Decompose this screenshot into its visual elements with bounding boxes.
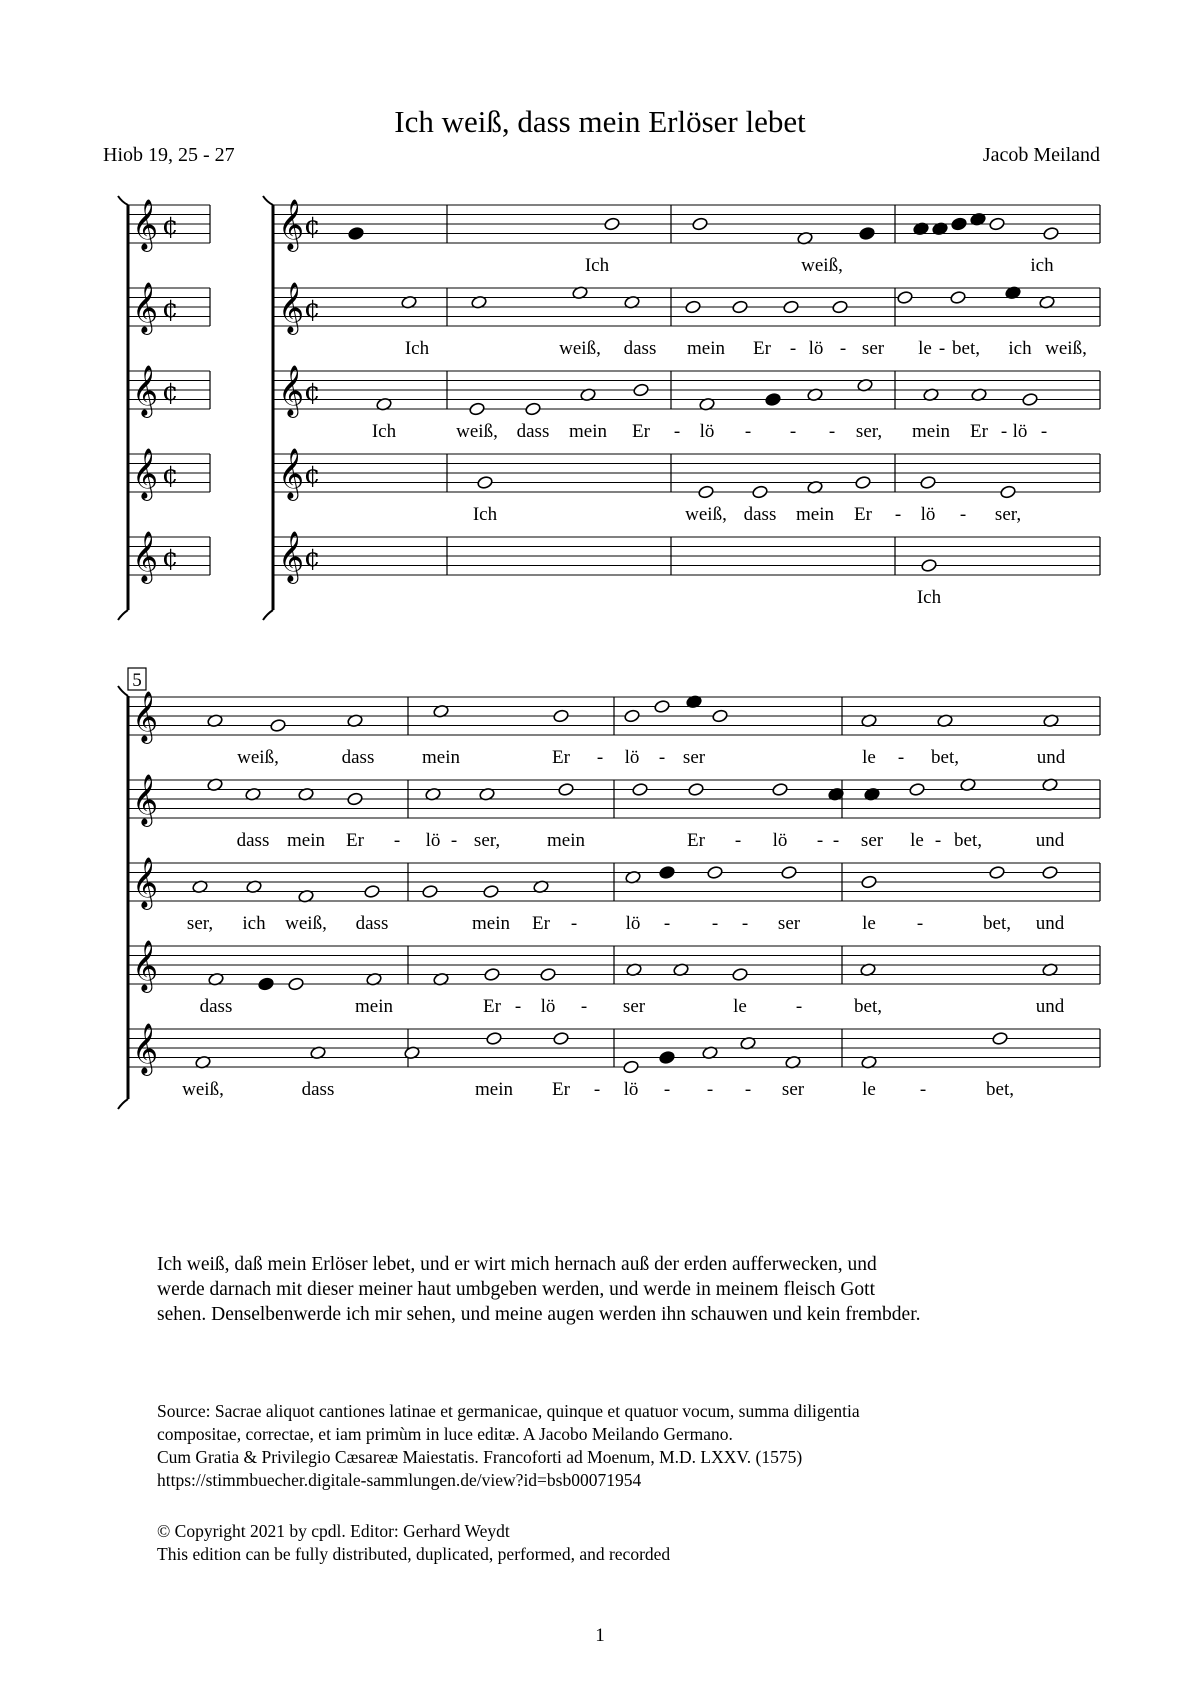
german-text-line: sehen. Denselbenwerde ich mir sehen, und meine augen werden ihn schauwen und kein frembder. (157, 1304, 921, 1325)
source-text (157, 1400, 1077, 1492)
lyric-syllable: - (934, 830, 942, 851)
clef-icon: 𝄞 (132, 531, 159, 582)
lyric-syllable: Er (970, 421, 988, 442)
lyric-syllable: lö (623, 1079, 639, 1100)
notehead (422, 884, 439, 898)
lyric-syllable: - (741, 913, 749, 934)
lyric-syllable: bet, (954, 830, 982, 851)
copyright-line: © Copyright 2021 by cpdl. Editor: Gerhard Weydt (157, 1521, 510, 1541)
notehead (659, 1050, 676, 1064)
cut-time-icon: ¢ (162, 377, 179, 407)
clef-icon: 𝄞 (132, 691, 159, 742)
notehead (348, 226, 365, 240)
clef-icon: 𝄞 (278, 282, 305, 333)
notehead (707, 865, 724, 879)
lyric-syllable: mein (475, 1079, 513, 1100)
lyric-syllable: mein (422, 747, 460, 768)
lyric-syllable: - (919, 1079, 927, 1100)
lyric-syllable: - (744, 421, 752, 442)
clef-icon: 𝄞 (132, 940, 159, 991)
lyric-syllable: le (862, 747, 876, 768)
lyric-syllable: - (839, 338, 847, 359)
notehead (364, 884, 381, 898)
lyric-syllable: - (596, 747, 604, 768)
cut-time-icon: ¢ (162, 294, 179, 324)
lyric-syllable: weiß, (456, 421, 498, 442)
clef-icon: 𝄞 (278, 531, 305, 582)
cut-time-icon: ¢ (304, 294, 321, 324)
lyric-syllable: weiß, (237, 747, 279, 768)
lyric-syllable: Er (532, 913, 550, 934)
notehead (783, 300, 800, 314)
cut-time-icon: ¢ (162, 211, 179, 241)
notehead (525, 402, 542, 416)
lyric-syllable: Ich (404, 338, 430, 359)
lyric-syllable: dass (516, 421, 550, 442)
clef-icon: 𝄞 (132, 282, 159, 333)
lyric-syllable: Ich (916, 587, 942, 608)
copyright-text (157, 1520, 1077, 1566)
notehead (270, 718, 287, 732)
measure-number: 5 (132, 670, 142, 691)
lyric-syllable: Er (552, 1079, 570, 1100)
lyric-syllable: bet, (854, 996, 882, 1017)
lyric-syllable: ser, (473, 830, 501, 851)
lyric-syllable: - (828, 421, 836, 442)
lyric-syllable: Er (483, 996, 501, 1017)
lyric-syllable: lö (699, 421, 715, 442)
notehead (992, 1031, 1009, 1045)
notehead (732, 300, 749, 314)
source-line: https://stimmbuecher.digitale-sammlungen.de/view?id=bsb00071954 (157, 1470, 642, 1490)
lyric-syllable: bet, (931, 747, 959, 768)
lyric-syllable: - (706, 1079, 714, 1100)
lyric-syllable: - (450, 830, 458, 851)
lyric-syllable: ser, (186, 913, 214, 934)
lyric-syllable: - (894, 504, 902, 525)
lyric-syllable: lö (920, 504, 936, 525)
lyric-syllable: Er (552, 747, 570, 768)
cut-time-icon: ¢ (162, 460, 179, 490)
notehead (688, 782, 705, 796)
lyric-syllable: ser (622, 996, 646, 1017)
notehead (859, 226, 876, 240)
notehead (921, 558, 938, 572)
lyric-syllable: mein (355, 996, 393, 1017)
notehead (920, 475, 937, 489)
notehead (692, 217, 709, 231)
cut-time-icon: ¢ (304, 460, 321, 490)
lyric-syllable: - (832, 830, 840, 851)
lyric-syllable: dass (199, 996, 233, 1017)
source-line: compositae, correctae, et iam primùm in luce editæ. A Jacobo Meilando Germano. (157, 1424, 733, 1444)
lyric-syllable: - (816, 830, 824, 851)
notehead (685, 300, 702, 314)
lyric-syllable: mein (472, 913, 510, 934)
lyric-syllable: - (938, 338, 946, 359)
notehead (950, 290, 967, 304)
lyric-syllable: mein (687, 338, 725, 359)
lyric-syllable: Er (753, 338, 771, 359)
lyric-syllable: - (795, 996, 803, 1017)
copyright-line: This edition can be fully distributed, duplicated, performed, and recorded (157, 1544, 671, 1564)
piece-title: Ich weiß, dass mein Erlöser lebet (394, 104, 806, 139)
scripture-reference: Hiob 19, 25 - 27 (103, 144, 235, 166)
lyric-syllable: dass (743, 504, 777, 525)
clef-icon: 𝄞 (132, 199, 159, 250)
lyric-syllable: - (734, 830, 742, 851)
lyric-syllable: bet, (986, 1079, 1014, 1100)
lyric-syllable: - (789, 338, 797, 359)
lyric-syllable: le (918, 338, 932, 359)
lyric-syllable: weiß, (559, 338, 601, 359)
german-text (157, 1252, 1077, 1327)
lyric-syllable: lö (625, 913, 641, 934)
notehead (477, 475, 494, 489)
notehead (1000, 485, 1017, 499)
notehead (540, 967, 557, 981)
notehead (909, 782, 926, 796)
lyric-syllable: - (959, 504, 967, 525)
lyric-syllable: dass (341, 747, 375, 768)
notehead (654, 699, 671, 713)
notehead (855, 475, 872, 489)
source-line: Source: Sacrae aliquot cantiones latinae et germanicae, quinque et quatuor vocum, summa diligentia (157, 1401, 860, 1421)
notehead (861, 875, 878, 889)
clef-icon: 𝄞 (278, 448, 305, 499)
lyric-syllable: ser (777, 913, 801, 934)
lyric-syllable: mein (569, 421, 607, 442)
notehead (712, 709, 729, 723)
lyric-syllable: mein (287, 830, 325, 851)
notehead (1043, 226, 1060, 240)
cut-time-icon: ¢ (304, 377, 321, 407)
lyric-syllable: lö (425, 830, 441, 851)
notehead (752, 485, 769, 499)
lyric-syllable: Ich (584, 255, 610, 276)
notehead (1042, 865, 1059, 879)
cut-time-icon: ¢ (304, 543, 321, 573)
clef-icon: 𝄞 (132, 448, 159, 499)
lyric-syllable: Er (632, 421, 650, 442)
clef-icon: 𝄞 (132, 774, 159, 825)
lyric-syllable: bet, (983, 913, 1011, 934)
lyric-syllable: - (393, 830, 401, 851)
lyric-syllable: lö (540, 996, 556, 1017)
lyric-syllable: dass (236, 830, 270, 851)
lyric-syllable: lö (624, 747, 640, 768)
lyric-syllable: - (658, 747, 666, 768)
notehead (1022, 392, 1039, 406)
lyric-syllable: ich (1008, 338, 1032, 359)
lyric-syllable: le (862, 913, 876, 934)
lyric-syllable: weiß, (1045, 338, 1087, 359)
notehead (951, 217, 968, 231)
lyric-syllable: le (910, 830, 924, 851)
notehead (553, 1031, 570, 1045)
cut-time-icon: ¢ (304, 211, 321, 241)
lyric-syllable: - (663, 1079, 671, 1100)
lyric-syllable: und (1035, 996, 1065, 1017)
lyric-syllable: ser (781, 1079, 805, 1100)
lyric-syllable: dass (623, 338, 657, 359)
lyric-syllable: ser (682, 747, 706, 768)
notehead (486, 1031, 503, 1045)
notehead (604, 217, 621, 231)
german-text-line: werde darnach mit dieser meiner haut umbgeben werden, und werde in meinem fleisch Gott (157, 1279, 875, 1300)
lyric-syllable: und (1035, 913, 1065, 934)
notehead (624, 709, 641, 723)
lyric-syllable: Ich (472, 504, 498, 525)
lyric-syllable: bet, (952, 338, 980, 359)
lyric-syllable: le (733, 996, 747, 1017)
lyric-syllable: Ich (371, 421, 397, 442)
notehead (633, 383, 650, 397)
notehead (288, 977, 305, 991)
notehead (483, 884, 500, 898)
lyric-syllable: ich (1030, 255, 1054, 276)
notehead (659, 865, 676, 879)
notehead (989, 217, 1006, 231)
notehead (258, 977, 275, 991)
lyric-syllable: weiß, (685, 504, 727, 525)
lyric-syllable: weiß, (801, 255, 843, 276)
lyric-syllable: ser (860, 830, 884, 851)
clef-icon: 𝄞 (132, 857, 159, 908)
lyric-syllable: Er (346, 830, 364, 851)
notehead (558, 782, 575, 796)
notehead (765, 392, 782, 406)
lyric-syllable: - (580, 996, 588, 1017)
lyric-syllable: lö (1012, 421, 1028, 442)
lyric-syllable: - (744, 1079, 752, 1100)
clef-icon: 𝄞 (278, 199, 305, 250)
lyric-syllable: - (663, 913, 671, 934)
lyric-syllable: - (514, 996, 522, 1017)
source-line: Cum Gratia & Privilegio Cæsareæ Maiestatis. Francoforti ad Moenum, M.D. LXXV. (1575) (157, 1447, 803, 1467)
lyric-syllable: ser, (994, 504, 1022, 525)
notehead (347, 792, 364, 806)
lyric-syllable: lö (808, 338, 824, 359)
lyric-syllable: ser, (855, 421, 883, 442)
page-number: 1 (595, 1625, 605, 1646)
cut-time-icon: ¢ (162, 543, 179, 573)
lyric-syllable: lö (772, 830, 788, 851)
lyric-syllable: - (1040, 421, 1048, 442)
lyric-syllable: - (897, 747, 905, 768)
lyric-syllable: - (711, 913, 719, 934)
notehead (732, 967, 749, 981)
lyric-syllable: - (1000, 421, 1008, 442)
lyric-syllable: - (593, 1079, 601, 1100)
notehead (698, 485, 715, 499)
notehead (632, 782, 649, 796)
lyric-syllable: und (1035, 830, 1065, 851)
notehead (989, 865, 1006, 879)
notehead (897, 290, 914, 304)
german-text-line: Ich weiß, daß mein Erlöser lebet, und er wirt mich hernach auß der erden aufferwecken, und (157, 1254, 877, 1275)
lyric-syllable: Er (854, 504, 872, 525)
notehead (781, 865, 798, 879)
notehead (832, 300, 849, 314)
lyric-syllable: le (862, 1079, 876, 1100)
lyric-syllable: mein (912, 421, 950, 442)
notehead (772, 782, 789, 796)
clef-icon: 𝄞 (278, 365, 305, 416)
lyric-syllable: ich (242, 913, 266, 934)
notehead (469, 402, 486, 416)
notehead (623, 1060, 640, 1074)
lyric-syllable: - (673, 421, 681, 442)
notehead (484, 967, 501, 981)
clef-icon: 𝄞 (132, 1023, 159, 1074)
lyric-syllable: - (916, 913, 924, 934)
lyric-syllable: mein (547, 830, 585, 851)
lyric-syllable: dass (301, 1079, 335, 1100)
lyric-syllable: - (570, 913, 578, 934)
lyric-syllable: weiß, (182, 1079, 224, 1100)
lyric-syllable: weiß, (285, 913, 327, 934)
clef-icon: 𝄞 (132, 365, 159, 416)
lyric-syllable: Er (687, 830, 705, 851)
lyric-syllable: - (789, 421, 797, 442)
lyric-syllable: und (1036, 747, 1066, 768)
composer-name: Jacob Meiland (982, 144, 1100, 166)
notehead (553, 709, 570, 723)
lyric-syllable: mein (796, 504, 834, 525)
lyric-syllable: dass (355, 913, 389, 934)
lyric-syllable: ser (861, 338, 885, 359)
